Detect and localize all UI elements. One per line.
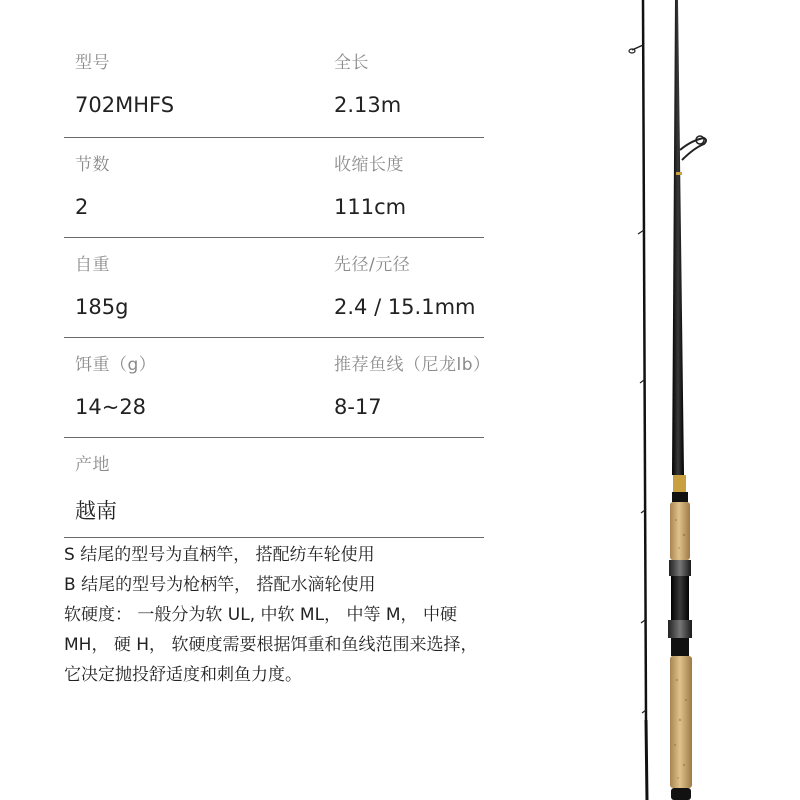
spec-cell-weight (75, 238, 128, 319)
spec-label: 产地 (75, 455, 110, 475)
spec-value: 越南 (75, 499, 117, 523)
spec-cell-origin (75, 438, 117, 525)
spec-value: 185g (75, 295, 129, 319)
note-line: S 结尾的型号为直柄竿， 搭配纺车轮使用 (64, 545, 375, 565)
note-line: MH， 硬 H， 软硬度需要根据饵重和鱼线范围来选择， (64, 635, 478, 655)
spec-value: 702MHFS (75, 93, 175, 117)
spec-row-weight (64, 238, 484, 338)
spec-value: 2 (75, 195, 89, 219)
spec-cell-closed-length (334, 138, 406, 219)
note-line: 软硬度： 一般分为软 UL, 中软 ML， 中等 M， 中硬 (64, 605, 457, 625)
spec-label: 自重 (75, 255, 110, 275)
spec-label: 推荐鱼线（尼龙lb） (334, 355, 491, 375)
spec-table (64, 36, 491, 538)
spec-label: 全长 (334, 53, 369, 73)
spec-label: 收缩长度 (334, 155, 404, 175)
spec-cell-model (75, 36, 174, 117)
spec-row-sections (64, 138, 484, 238)
spec-value: 111cm (334, 195, 407, 219)
spec-value: 2.4 / 15.1mm (334, 295, 476, 319)
spec-cell-sections (75, 138, 110, 219)
fishing-rod-image (600, 0, 800, 800)
spec-row-lure (64, 338, 491, 438)
note-line: 它决定抛投舒适度和刺鱼力度。 (64, 665, 302, 685)
spec-value: 2.13m (334, 93, 402, 117)
spec-row-model (64, 36, 484, 138)
spec-cell-diameter (334, 238, 476, 319)
spec-cell-lure-weight (75, 338, 156, 419)
rod-butt-section (668, 0, 706, 800)
spec-value: 14~28 (75, 395, 147, 419)
spec-label: 先径/元径 (334, 255, 411, 275)
spec-label: 节数 (75, 155, 110, 175)
rod-tip-section (629, 0, 647, 800)
usage-notes (64, 540, 564, 690)
spec-label: 型号 (75, 53, 110, 73)
spec-value: 8-17 (334, 395, 382, 419)
spec-cell-line (334, 338, 491, 419)
spec-cell-length (334, 36, 401, 117)
note-line: B 结尾的型号为枪柄竿， 搭配水滴轮使用 (64, 575, 376, 595)
spec-label: 饵重（g） (75, 355, 157, 375)
spec-row-origin (64, 438, 484, 538)
